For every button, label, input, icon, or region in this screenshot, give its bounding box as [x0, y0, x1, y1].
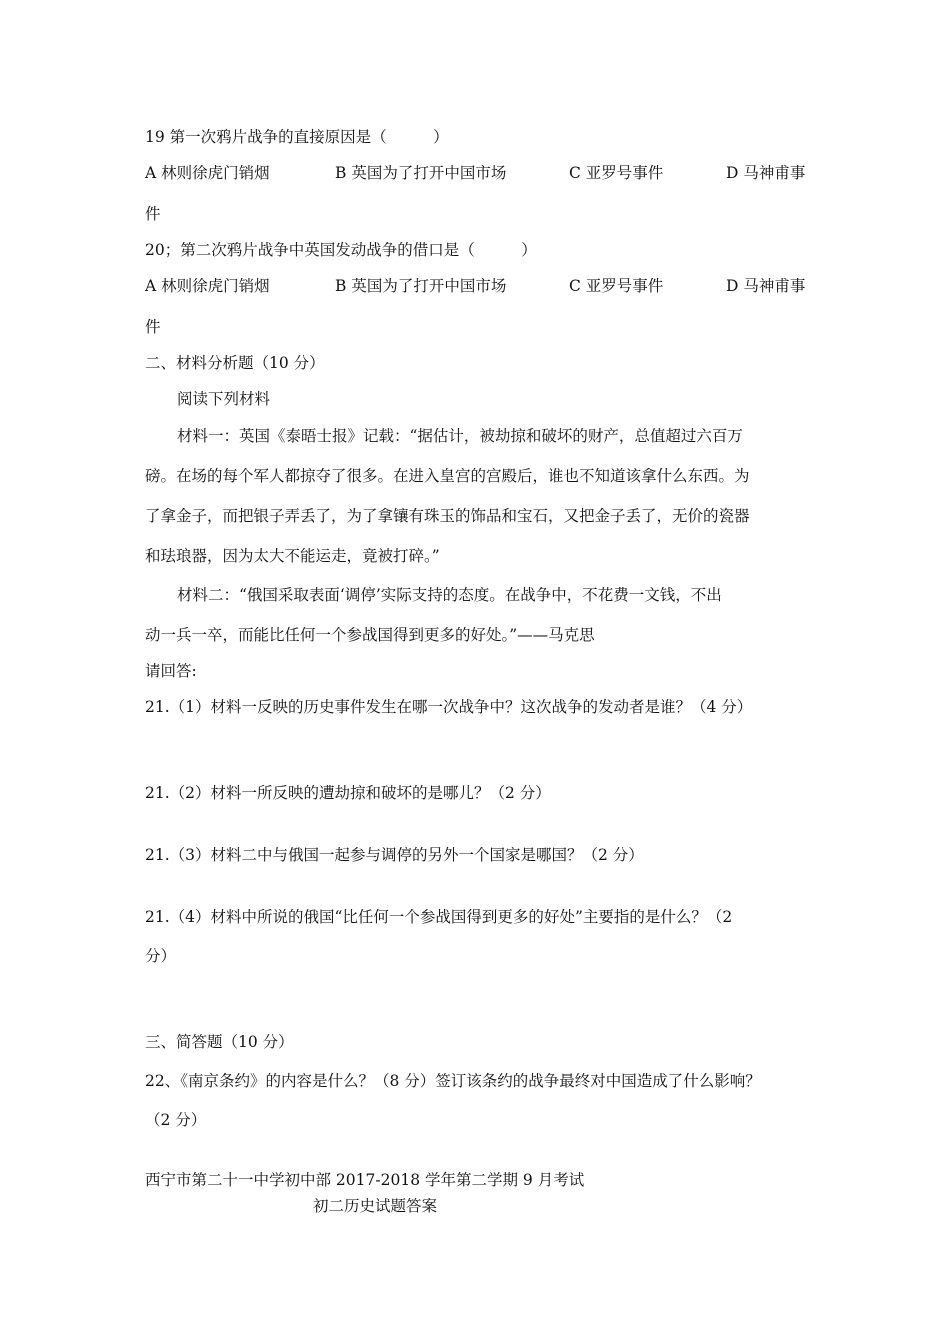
q19-stem: 19 第一次鸦片战争的直接原因是（ ）: [145, 128, 449, 146]
section2-intro: 阅读下列材料: [177, 390, 271, 408]
q19-option-c: C 亚罗号事件: [569, 164, 664, 182]
q20-option-b: B 英国为了打开中国市场: [335, 277, 507, 295]
q19-option-d-wrap: 件: [145, 205, 161, 223]
q22-wrap: （2 分）: [145, 1111, 207, 1129]
material1-line: 了拿金子，而把银子弄丢了，为了拿镶有珠玉的饰品和宝石，又把金子丢了，无价的瓷器: [145, 507, 750, 525]
section3-heading: 三、简答题（10 分）: [145, 1033, 294, 1051]
q19-option-b: B 英国为了打开中国市场: [335, 164, 507, 182]
q19-option-d: D 马神甫事: [726, 164, 806, 182]
q21-4: 21.（4）材料中所说的俄国“比任何一个参战国得到更多的好处”主要指的是什么？（2: [145, 908, 733, 926]
section2-heading: 二、材料分析题（10 分）: [145, 354, 325, 372]
q21-1: 21.（1）材料一反映的历史事件发生在哪一次战争中？这次战争的发动者是谁？（4 分）: [145, 698, 753, 716]
q20-option-d-wrap: 件: [145, 318, 161, 336]
q20-option-c: C 亚罗号事件: [569, 277, 664, 295]
material1-line: 材料一：英国《泰晤士报》记载：“据估计，被劫掠和破坏的财产，总值超过六百万: [177, 427, 743, 445]
material1-line: 磅。在场的每个军人都掠夺了很多。在进入皇宫的宫殿后，谁也不知道该拿什么东西。为: [145, 467, 750, 485]
material1-line: 和珐琅器，因为太大不能运走，竟被打碎。”: [145, 547, 440, 565]
q21-4-wrap: 分）: [145, 947, 177, 965]
answer-prompt: 请回答:: [145, 662, 197, 680]
material2-line: 材料二：“俄国采取表面‘调停’实际支持的态度。在战争中，不花费一文钱，不出: [177, 586, 722, 604]
q21-2: 21.（2）材料一所反映的遭劫掠和破坏的是哪儿？（2 分）: [145, 784, 551, 802]
answer-key-subtitle: 初二历史试题答案: [313, 1197, 438, 1215]
q20-option-d: D 马神甫事: [726, 277, 806, 295]
q19-option-a: A 林则徐虎门销烟: [145, 164, 270, 182]
q20-option-a: A 林则徐虎门销烟: [145, 277, 270, 295]
material2-line: 动一兵一卒，而能比任何一个参战国得到更多的好处。”——马克思: [145, 626, 595, 644]
q20-stem: 20；第二次鸦片战争中英国发动战争的借口是（ ）: [145, 241, 537, 259]
answer-key-school-title: 西宁市第二十一中学初中部 2017-2018 学年第二学期 9 月考试: [145, 1171, 585, 1189]
q22: 22、《南京条约》的内容是什么？（8 分）签订该条约的战争最终对中国造成了什么影响？: [145, 1072, 761, 1090]
q21-3: 21.（3）材料二中与俄国一起参与调停的另外一个国家是哪国？（2 分）: [145, 846, 644, 864]
